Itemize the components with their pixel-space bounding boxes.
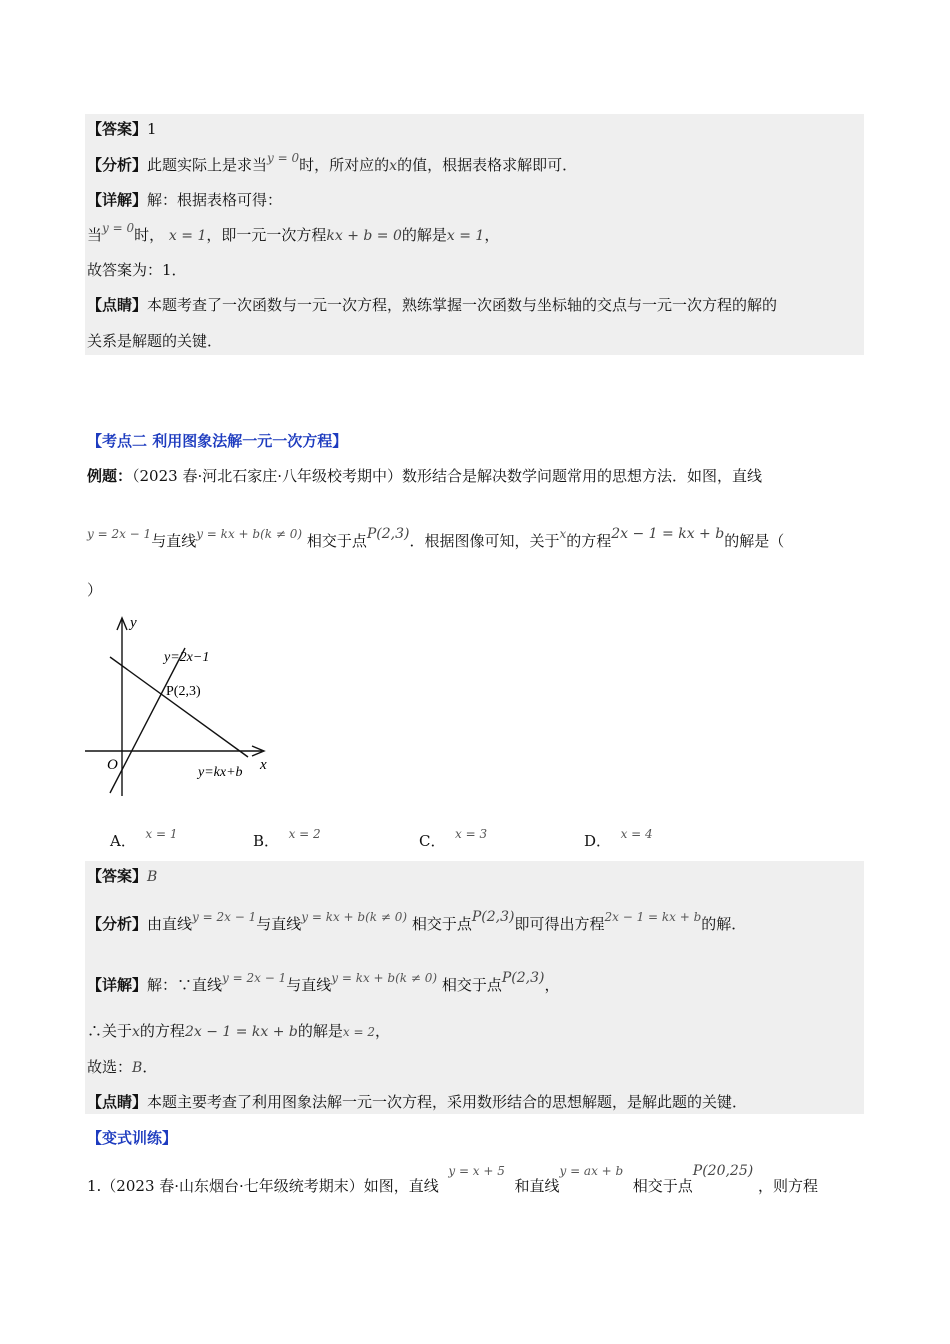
x-axis-label: x	[260, 757, 267, 773]
section-heading-3: 【变式训练】	[87, 1129, 178, 1147]
example-line-2: $^{y = 2x - 1}$与直线$^{y = kx + b(k \ne 0)}$ 相交于点P(2,3)．根据图像可知，关于$^x$的方程2x − 1 = kx + b的解是（	[87, 526, 785, 550]
comment-line-1: 【点睛】本题考查了一次函数与一元一次方程，熟练掌握一次函数与坐标轴的交点与一元一次方程的解的	[87, 296, 778, 314]
option-b[interactable]: B． $^{x = 2}$	[253, 827, 321, 850]
example-line-1: 例题：（2023 春·河北石家庄·八年级校考期中）数形结合是解决数学问题常用的思想方法．如图，直线	[87, 467, 762, 485]
example-line-3: ）	[87, 581, 103, 599]
origin-label: O	[107, 757, 118, 773]
detail-equation-line: 当$^{y = 0}$时， x = 1，即一元一次方程kx + b = 0的解是x = 1，	[87, 221, 500, 244]
final-answer-line: 故答案为：1．	[87, 261, 187, 279]
section-heading-2: 【考点二 利用图象法解一元一次方程】	[87, 432, 348, 450]
point-p-label: P(2,3)	[166, 684, 201, 699]
option-a[interactable]: A． $^{x = 1}$	[110, 827, 178, 850]
answer-line-2: 【答案】B	[87, 867, 158, 885]
final-choice-line: 故选：B．	[87, 1058, 158, 1076]
option-c[interactable]: C． $^{x = 3}$	[419, 827, 488, 850]
function-graph	[80, 610, 280, 800]
analysis-line-2: 【分析】由直线$^{y = 2x - 1}$与直线$^{y = kx + b(k \ne 0)}$ 相交于点P(2,3)即可得出方程$^{2x - 1 = kx + b}$的解．	[87, 909, 747, 933]
line-kx-plus-b	[110, 657, 248, 757]
detail-line: 【详解】解：根据表格可得：	[87, 191, 283, 209]
answer-line: 【答案】1	[87, 120, 157, 138]
therefore-line: ∴关于x的方程2x − 1 = kx + b的解是x = 2，	[87, 1022, 391, 1040]
y-axis-label: y	[130, 615, 137, 631]
line-2x-minus-1	[110, 648, 185, 793]
comment-line-2: 关系是解题的关键．	[87, 332, 223, 350]
comment-line-3: 【点睛】本题主要考查了利用图象法解一元一次方程，采用数形结合的思想解题，是解此题的关键．	[87, 1093, 748, 1111]
question-1-line: 1.（2023 春·山东烟台·七年级统考期末）如图，直线 $^{y = x + 5}$ 和直线$^{y = ax + b}$ 相交于点P(20,25) ，则方程	[87, 1163, 819, 1195]
detail-line-2: 【详解】解：∵直线$^{y = 2x - 1}$与直线$^{y = kx + b(k \ne 0)}$ 相交于点P(2,3)，	[87, 970, 560, 994]
line2-label: y=kx+b	[198, 765, 243, 780]
option-d[interactable]: D． $^{x = 4}$	[584, 827, 653, 850]
analysis-line: 【分析】此题实际上是求当$^{y = 0}$时，所对应的x的值，根据表格求解即可．	[87, 151, 578, 174]
line1-label: y=2x−1	[164, 650, 210, 665]
